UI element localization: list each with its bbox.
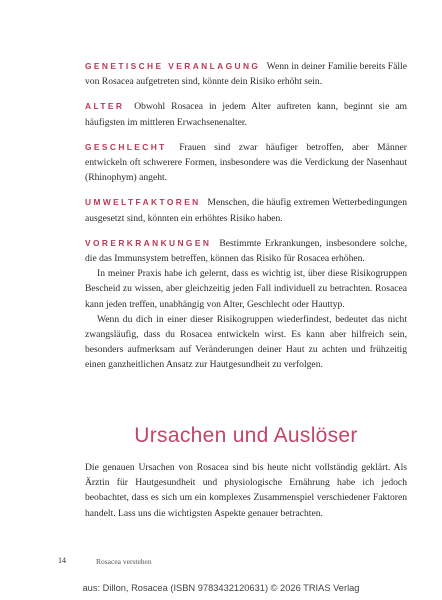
risk-factor-item (85, 99, 407, 129)
risk-factor-text: Obwohl Rosacea in jedem Alter auftreten kann, beginnt sie am häufigsten im mittleren Erwachsenenalter. (85, 101, 407, 128)
body-paragraph: In meiner Praxis habe ich gelernt, dass es wichtig ist, über diese Risikogruppen Bescheid zu wissen, aber gleichzeitig jeden Fall individuell zu betrachten. Rosacea kann jeden treffen, unabhängig von Alter, Geschlecht oder Hauttyp. (85, 268, 407, 310)
risk-factor-text: Menschen, die häufig extremen Wetterbedingungen ausgesetzt sind, könnten ein erhöhtes Risiko haben. (85, 197, 407, 224)
risk-factor-term: VORERKRANKUNGEN (85, 237, 212, 248)
risk-factor-text: Bestimmte Erkrankungen, insbesondere solche, die das Immunsystem betreffen, können das Risiko für Rosacea erhöhen. (85, 237, 407, 265)
risk-factor-item (85, 236, 407, 266)
section-body (85, 460, 407, 521)
risk-factor-term: GESCHLECHT (85, 141, 167, 152)
risk-factor-list (85, 59, 407, 373)
risk-factor-text: Frauen sind zwar häufiger betroffen, aber Männer entwickeln oft schwerere Formen, insbesondere was die Verdickung der Nasenhaut (Rhinophym) angeht. (85, 141, 407, 184)
body-paragraph: Wenn du dich in einer dieser Risikogruppen wiederfindest, bedeutet das nicht zwangsläufig, dass du Rosacea entwickeln wirst. Es kann aber hilfreich sein, besonders aufmerksam auf Veränderungen deiner Haut zu achten und frühzeitig einen ganzheitlichen Ansatz zur Hautgesundheit zu verfolgen. (85, 313, 407, 371)
section-heading: Ursachen und Auslöser (134, 424, 358, 447)
risk-factor-item (85, 140, 407, 186)
risk-factor-term: ALTER (85, 101, 125, 112)
risk-factor-item (85, 59, 407, 89)
copyright-credit: aus: Dillon, Rosacea (ISBN 9783432120631) © 2026 TRIAS Verlag (82, 583, 360, 593)
running-title: Rosacea verstehen (96, 557, 152, 566)
risk-factor-term: GENETISCHE VERANLAGUNG (85, 61, 261, 71)
page-number: 14 (58, 556, 66, 565)
risk-factor-term: UMWELTFAKTOREN (85, 197, 201, 208)
risk-factor-text: Wenn in deiner Familie bereits Fälle von Rosacea aufgetreten sind, könnte dein Risiko erhöht sein. (85, 61, 407, 88)
section-paragraph: Die genauen Ursachen von Rosacea sind bis heute nicht vollständig geklärt. Als Ärztin für Hautgesundheit und physiologische Ernährung habe ich jedoch beobachtet, dass es sich um ein komplexes Zusammenspiel verschiedener Faktoren handelt. Lass uns die wichtigsten Aspekte genauer betrachten. (85, 462, 407, 519)
risk-factor-item (85, 195, 407, 225)
